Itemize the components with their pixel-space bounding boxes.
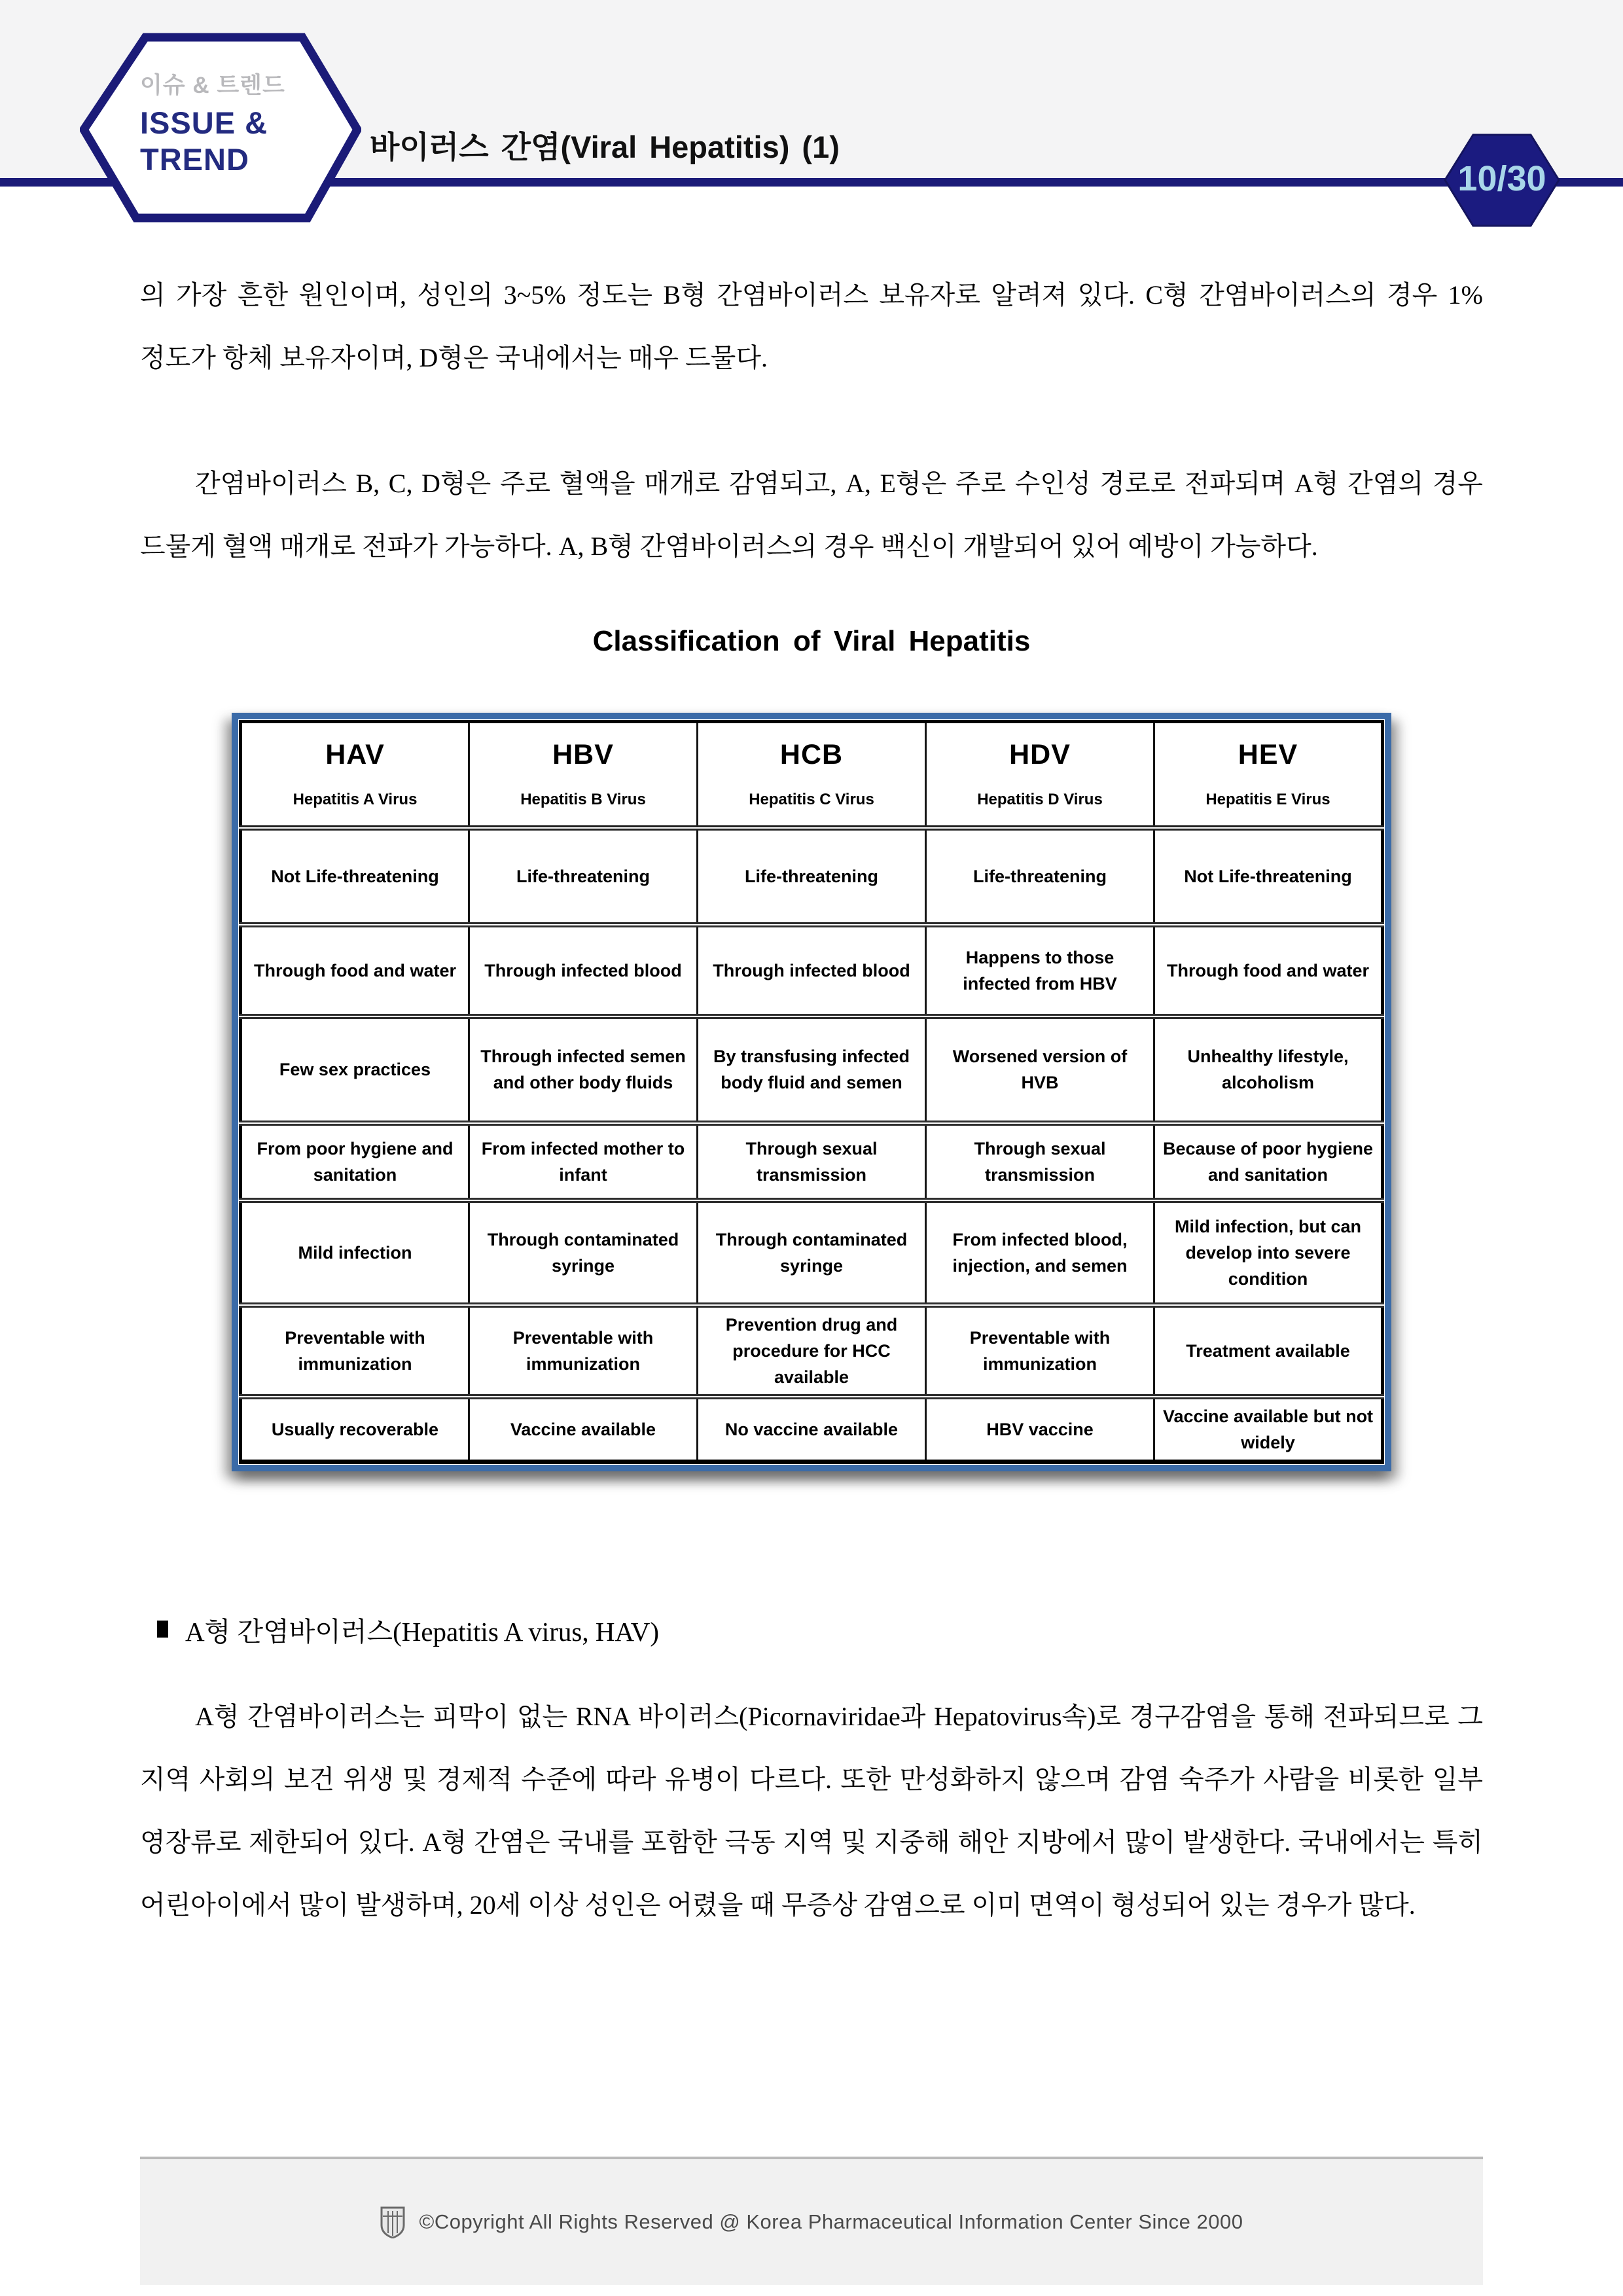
table-cell: Preventable with immunization [241, 1305, 469, 1397]
virus-abbr: HDV [1009, 739, 1071, 771]
table-cell: Through infected blood [469, 925, 698, 1016]
body-paragraph-2: 간염바이러스 B, C, D형은 주로 혈액을 매개로 감염되고, A, E형은 주로 수인성 경로로 전파되며 A형 간염의 경우 드물게 혈액 매개로 전파가 가능하다. A, B형 간염바이러스의 경우 백신이 개발되어 있어 예방이 가능하다. [140, 469, 1483, 561]
table-cell: Through food and water [1154, 925, 1383, 1016]
table-header-row [241, 722, 1383, 828]
table-cell: From infected blood, injection, and semen [926, 1200, 1154, 1305]
virus-name: Hepatitis D Virus [977, 791, 1103, 809]
table-cell: From poor hygiene and sanitation [241, 1123, 469, 1200]
logo-korean-label: 이슈 & 트렌드 [140, 73, 285, 98]
table-cell: Through contaminated syringe [469, 1200, 698, 1305]
bullet-square-icon [157, 1621, 168, 1638]
table-cell: Preventable with immunization [469, 1305, 698, 1397]
table-cell: Through contaminated syringe [698, 1200, 926, 1305]
table-cell: Not Life-threatening [1154, 828, 1383, 925]
table-cell: Few sex practices [241, 1016, 469, 1123]
table-cell: Vaccine available [469, 1397, 698, 1462]
page-number-text: 10/30 [1457, 159, 1546, 198]
section-heading-hav [140, 1610, 1483, 1649]
table-cell: Treatment available [1154, 1305, 1383, 1397]
table-cell: Life-threatening [926, 828, 1154, 925]
table-cell: Life-threatening [469, 828, 698, 925]
virus-name: Hepatitis A Virus [293, 791, 418, 809]
body-paragraph-3: A형 간염바이러스는 피막이 없는 RNA 바이러스(Picornaviridae과 Hepatovirus속)로 경구감염을 통해 전파되므로 그 지역 사회의 보건 위생 및 경제적 수준에 따라 유병이 다르다. 또한 만성화하지 않으며 감염 숙주가 사람을 비롯한 일부 영장류로 제한되어 있다. A형 간염은 국내를 포함한 극동 지역 및 지중해 해안 지방에서 많이 발생한다. 국내에서는 특히 어린아이에서 많이 발생하며, 20세 이상 성인은 어렸을 때 무증상 감염으로 이미 면역이 형성되어 있는 경우가 많다. [140, 1701, 1483, 1920]
table-cell: Through infected blood [698, 925, 926, 1016]
table-cell: Not Life-threatening [241, 828, 469, 925]
table-cell: Life-threatening [698, 828, 926, 925]
table-cell: Worsened version of HVB [926, 1016, 1154, 1123]
table-cell: Unhealthy lifestyle, alcoholism [1154, 1016, 1383, 1123]
table-header-cell [926, 722, 1154, 828]
document-content [0, 187, 1623, 1937]
classification-table-frame [232, 713, 1391, 1471]
section-heading-text: A형 간염바이러스(Hepatitis A virus, HAV) [185, 1616, 660, 1647]
body-paragraph-1: 의 가장 흔한 원인이며, 성인의 3~5% 정도는 B형 간염바이러스 보유자로 알려져 있다. C형 간염바이러스의 경우 1% 정도가 항체 보유자이며, D형은 국내에서는 매우 드물다. [140, 280, 1483, 372]
table-title: Classification of Viral Hepatitis [592, 625, 1031, 657]
table-row [241, 1016, 1383, 1123]
virus-abbr: HBV [552, 739, 614, 771]
issue-trend-logo [80, 33, 361, 223]
virus-abbr: HCB [779, 739, 844, 771]
table-cell: Through sexual transmission [926, 1123, 1154, 1200]
table-cell: Prevention drug and procedure for HCC available [698, 1305, 926, 1397]
kpic-shield-icon [380, 2206, 405, 2238]
table-cell: Happens to those infected from HBV [926, 925, 1154, 1016]
table-row [241, 925, 1383, 1016]
copyright-text: ©Copyright All Rights Reserved @ Korea Pharmaceutical Information Center Since 2000 [419, 2210, 1243, 2233]
table-header-cell [1154, 722, 1383, 828]
table-row [241, 1200, 1383, 1305]
table-cell: Mild infection, but can develop into severe condition [1154, 1200, 1383, 1305]
logo-english-label-1: ISSUE & [140, 105, 268, 140]
table-row [241, 1123, 1383, 1200]
table-cell: By transfusing infected body fluid and semen [698, 1016, 926, 1123]
virus-abbr: HAV [325, 739, 385, 771]
table-header-cell [469, 722, 698, 828]
table-header-cell [241, 722, 469, 828]
page-number-badge [1443, 133, 1561, 228]
table-cell: Through sexual transmission [698, 1123, 926, 1200]
virus-abbr: HEV [1238, 739, 1298, 771]
virus-name: Hepatitis B Virus [520, 791, 646, 809]
table-row [241, 828, 1383, 925]
hepatitis-classification-table [239, 720, 1384, 1464]
table-cell: Through food and water [241, 925, 469, 1016]
table-row [241, 1397, 1383, 1462]
table-cell: Usually recoverable [241, 1397, 469, 1462]
table-cell: Through infected semen and other body fluids [469, 1016, 698, 1123]
table-header-cell [698, 722, 926, 828]
logo-english-label-2: TREND [140, 142, 249, 177]
table-cell: HBV vaccine [926, 1397, 1154, 1462]
table-cell: Because of poor hygiene and sanitation [1154, 1123, 1383, 1200]
virus-name: Hepatitis E Virus [1205, 791, 1330, 809]
table-cell: Mild infection [241, 1200, 469, 1305]
virus-name: Hepatitis C Virus [749, 791, 874, 809]
table-row [241, 1305, 1383, 1397]
table-cell: Preventable with immunization [926, 1305, 1154, 1397]
table-cell: Vaccine available but not widely [1154, 1397, 1383, 1462]
table-cell: From infected mother to infant [469, 1123, 698, 1200]
page-title: 바이러스 간염(Viral Hepatitis) (1) [370, 130, 840, 164]
table-cell: No vaccine available [698, 1397, 926, 1462]
footer [140, 2157, 1483, 2285]
